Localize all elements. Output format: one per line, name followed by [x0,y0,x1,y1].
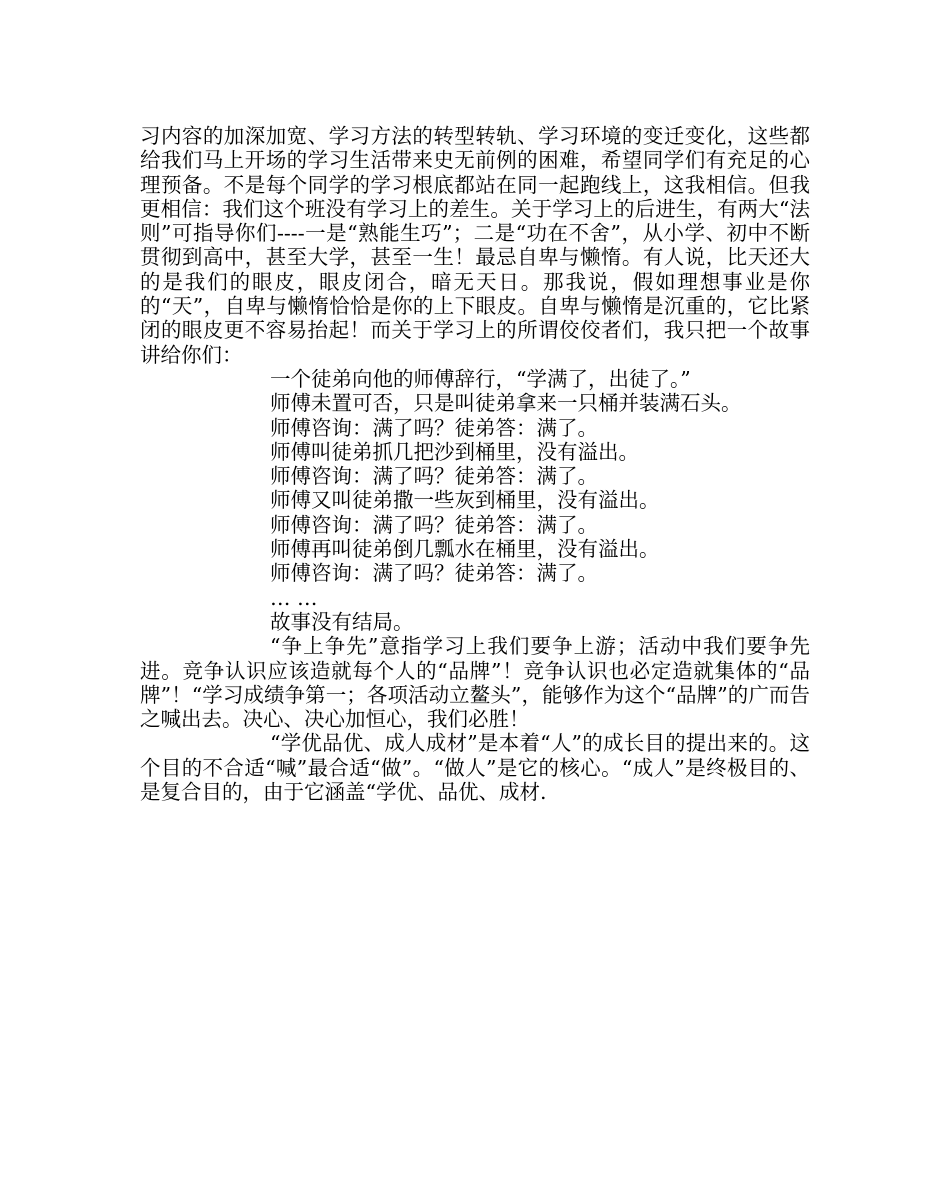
intro-paragraph: 习内容的加深加宽、学习方法的转型转轨、学习环境的变迁变化，这些都给我们马上开场的学习生活带来史无前例的困难，希望同学们有充足的心理预备。不是每个同学的学习根底都站在同一起跑线上，这我相信。但我更相信：我们这个班没有学习上的差生。关于学习上的后进生，有两大“法则”可指导你们----一是“熟能生巧”；二是“功在不舍”，从小学、初中不断贯彻到高中，甚至大学，甚至一生！最忌自卑与懒惰。有人说，比天还大的是我们的眼皮，眼皮闭合，暗无天日。那我说，假如理想事业是你的“天”，自卑与懒惰恰恰是你的上下眼皮。自卑与懒惰是沉重的，它比紧闭的眼皮更不容易抬起！而关于学习上的所谓佼佼者们，我只把一个故事讲给你们： [140,124,810,367]
story-line: 师傅咨询：满了吗？徒弟答：满了。 [270,561,598,586]
compete-paragraph: “争上争先”意指学习上我们要争上游；活动中我们要争先进。竞争认识应该造就每个人的“品牌”！竞争认识也必定造就集体的“品牌”！“学习成绩争第一；各项活动立鳌头”，能够作为这个“品牌”的广而告之喊出去。决心、决心加恒心，我们必胜！ [140,634,810,732]
story-line: 师傅咨询：满了吗？徒弟答：满了。 [270,464,598,489]
story-line: 一个徒弟向他的师傅辞行，“学满了，出徒了。” [270,366,691,391]
story-ellipsis: … … [270,585,318,610]
story-line: 师傅叫徒弟抓几把沙到桶里，没有溢出。 [270,439,639,464]
story-line: 师傅咨询：满了吗？徒弟答：满了。 [270,415,598,440]
document-body [140,124,810,804]
story-line: 师傅未置可否，只是叫徒弟拿来一只桶并装满石头。 [270,391,742,416]
story-line: 师傅又叫徒弟撒一些灰到桶里，没有溢出。 [270,488,660,513]
story-block [140,367,810,634]
story-line: 师傅咨询：满了吗？徒弟答：满了。 [270,512,598,537]
story-line: 师傅再叫徒弟倒几瓢水在桶里，没有溢出。 [270,537,660,562]
person-paragraph: “学优品优、成人成材”是本着“人”的成长目的提出来的。这个目的不合适“喊”最合适“做”。“做人”是它的核心。“成人”是终极目的、是复合目的，由于它涵盖“学优、品优、成材. [140,731,810,805]
story-ending: 故事没有结局。 [270,609,414,634]
